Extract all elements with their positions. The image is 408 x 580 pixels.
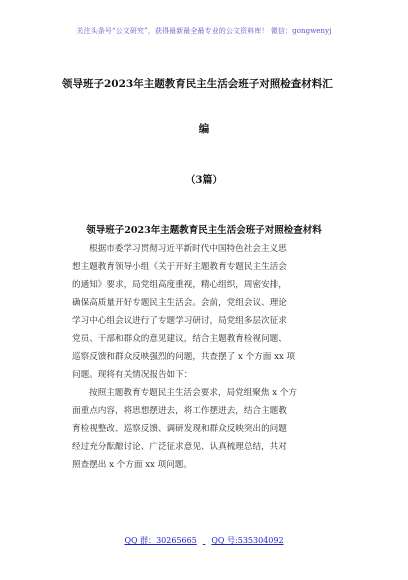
document-count: （3篇） — [185, 175, 223, 186]
paragraph-1-line: 巡察反馈和群众反映强烈的问题，共查摆了 x 个方面 xx 项 — [72, 352, 296, 362]
paragraph-1-line: 学习中心组会议进行了专题学习研讨，局党组多层次征求 — [72, 316, 287, 326]
document-body — [72, 240, 344, 474]
qq-group-link[interactable]: QQ 群：30265665 — [124, 536, 197, 545]
document-title-line-2: 编 — [198, 123, 210, 135]
paragraph-2-line: 照查摆出 x 个方面 xx 项问题。 — [72, 460, 192, 470]
paragraph-1-line: 确保高质量开好专题民主生活会。会前，党组会议、理论 — [72, 298, 287, 308]
paragraph-2-line: 育检视整改、巡察反馈、调研发现和群众反映突出的问题 — [72, 424, 287, 434]
paragraph-1-line: 根据市委学习贯彻习近平新时代中国特色社会主义思 — [89, 244, 287, 254]
paragraph-1-line: 想主题教育领导小组《关于开好主题教育专题民主生活会 — [72, 262, 287, 272]
paragraph-1-line: 问题。现将有关情况报告如下： — [72, 370, 193, 380]
qq-number-link[interactable]: QQ 号:535304092 — [211, 536, 284, 545]
paragraph-1-line: 党员、干部和群众的意见建议，结合主题教育检视问题、 — [72, 334, 287, 344]
header-promo-note: 关注头条号“公文研究”，获得最新最全最专业的公文资料库！ 微信：gongwenyj — [76, 27, 332, 35]
paragraph-2-line: 按照主题教育专题民主生活会要求，局党组聚焦 x 个方 — [89, 388, 297, 398]
document-title-line-1: 领导班子2023年主题教育民主生活会班子对照检查材料汇 — [62, 78, 333, 90]
paragraph-2-line: 面重点内容，将思想摆进去，将工作摆进去，结合主题教 — [72, 406, 287, 416]
footer-contact — [0, 535, 408, 546]
paragraph-2-line: 经过充分酝酿讨论、广泛征求意见、认真梳理总结，共对 — [72, 442, 287, 452]
paragraph-1-line: 的通知》要求，局党组高度重视，精心组织，周密安排， — [72, 280, 287, 290]
section-title: 领导班子2023年主题教育民主生活会班子对照检查材料 — [86, 225, 322, 236]
